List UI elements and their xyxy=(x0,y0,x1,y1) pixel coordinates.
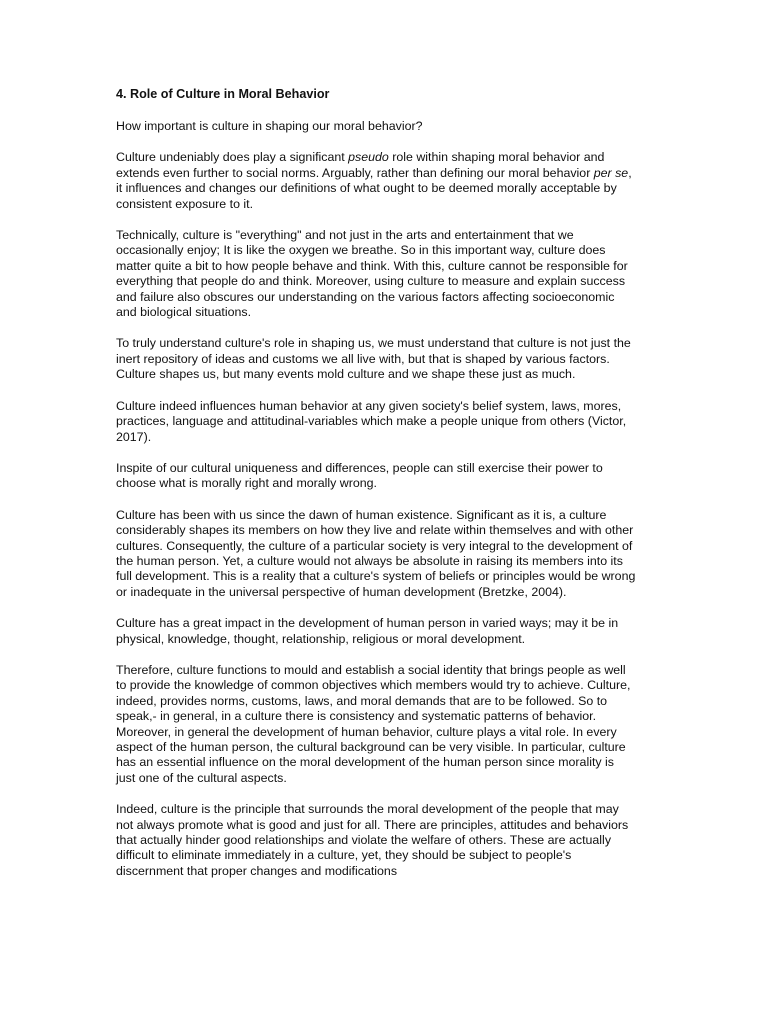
paragraph-6: Culture has been with us since the dawn of human existence. Significant as it is, a culture considerably shapes its members on how they live and relate within themselves and with other cultures. Consequently, the culture of a particular society is very integral to the development of the human person. Yet, a culture would not always be absolute in raising its members into its full development. This is a reality that a culture's system of beliefs or principles would be wrong or inadequate in the universal perspective of human development (Bretzke, 2004). xyxy=(116,507,636,599)
paragraph-1-italic-per-se: per se xyxy=(593,165,629,180)
paragraph-7: Culture has a great impact in the development of human person in varied ways; may it be in physical, knowledge, thought, relationship, religious or moral development. xyxy=(116,616,619,646)
paragraph-3: To truly understand culture's role in shaping us, we must understand that culture is not just the inert repository of ideas and customs we all live with, but that is shaped by various factors. Culture shapes us, but many events mold culture and we shape these just as much. xyxy=(116,336,631,382)
paragraph-1-text-c: role within shaping moral behavior and extends even further to social norms. Arguably, rather than defining our moral behavior xyxy=(116,150,605,180)
document-body xyxy=(116,86,636,895)
paragraph-5: Inspite of our cultural uniqueness and differences, people can still exercise their power to choose what is morally right and morally wrong. xyxy=(116,460,603,491)
guiding-question: How important is culture in shaping our moral behavior? xyxy=(116,119,423,133)
paragraph-9: Indeed, culture is the principle that surrounds the moral development of the people that may not always promote what is good and just for all. There are principles, attitudes and behaviors that actually hinder good relationships and violate the welfare of others. These are actually difficult to eliminate immediately in a culture, yet, they should be subject to people's discernment that proper changes and modifications xyxy=(116,802,629,878)
paragraph-4: Culture indeed influences human behavior at any given society's belief system, laws, mores, practices, language and attitudinal-variables which make a people unique from others (Victor, 2017). xyxy=(116,398,627,444)
paragraph-2: Technically, culture is "everything" and not just in the arts and entertainment that we occasionally enjoy; It is like the oxygen we breathe. So in this important way, culture does matter quite a bit to how people behave and think. With this, culture cannot be responsible for everything that people do and think. Moreover, using culture to measure and explain success and failure also obscures our understanding on the various factors affecting socioeconomic and biological situations. xyxy=(116,228,628,320)
paragraph-1-italic-pseudo: pseudo xyxy=(348,150,389,165)
paragraph-1 xyxy=(116,150,636,212)
paragraph-1-text-e: , it influences and changes our definitions of what ought to be deemed morally acceptable by consistent exposure to it. xyxy=(116,165,632,211)
paragraph-1-text-a: Culture undeniably does play a significant xyxy=(116,150,349,165)
paragraph-8: Therefore, culture functions to mould and establish a social identity that brings people as well to provide the knowledge of common objectives which members would try to achieve. Culture, indeed, provides norms, customs, laws, and moral demands that are to be followed. So to speak,- in general, in a culture there is consistency and systematic patterns of behavior. Moreover, in general the development of human behavior, culture plays a vital role. In every aspect of the human person, the cultural background can be very visible. In particular, culture has an essential influence on the moral development of the human person since morality is just one of the cultural aspects. xyxy=(116,662,631,785)
section-heading: 4. Role of Culture in Moral Behavior xyxy=(116,87,330,101)
